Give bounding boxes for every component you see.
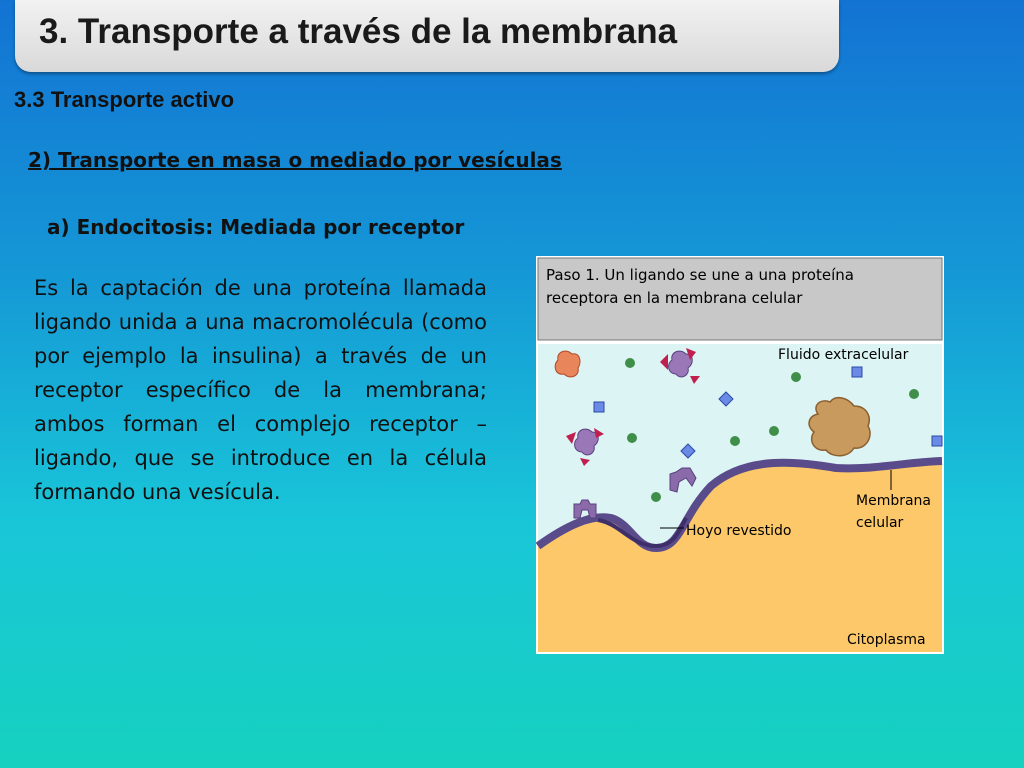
label-cytoplasm: Citoplasma [847, 632, 926, 648]
label-membrane-line-2: celular [856, 515, 904, 531]
molecule-square [932, 436, 942, 446]
molecule-square [852, 367, 862, 377]
endocytosis-diagram [536, 256, 944, 654]
caption-line-2: receptora en la membrana celular [546, 289, 803, 307]
title-bar [15, 0, 839, 72]
section-heading: 2) Transporte en masa o mediado por vesículas [28, 148, 562, 172]
subtitle-heading: 3.3 Transporte activo [14, 87, 235, 112]
molecule-square [594, 402, 604, 412]
protein-blob-icon [555, 351, 580, 377]
molecule-dot [625, 358, 635, 368]
label-coated-pit: Hoyo revestido [686, 523, 792, 539]
label-extracellular-fluid: Fluido extracelular [778, 347, 909, 363]
molecule-dot [769, 426, 779, 436]
molecule-dot [627, 433, 637, 443]
molecule-dot [791, 372, 801, 382]
label-membrane-line-1: Membrana [856, 493, 932, 509]
body-paragraph: Es la captación de una proteína llamada ligando unida a una macromolécula (como por ejemplo la insulina) a través de un receptor específico de la membrana; ambos forman el complejo receptor – ligando, que se introduce en la célula formando una vesícula. [34, 276, 487, 504]
caption-line-1: Paso 1. Un ligando se une a una proteína [546, 266, 854, 284]
molecule-dot [909, 389, 919, 399]
molecule-dot [730, 436, 740, 446]
molecule-dot [651, 492, 661, 502]
slide-title: 3. Transporte a través de la membrana [39, 12, 678, 51]
subsection-heading: a) Endocitosis: Mediada por receptor [47, 215, 465, 239]
